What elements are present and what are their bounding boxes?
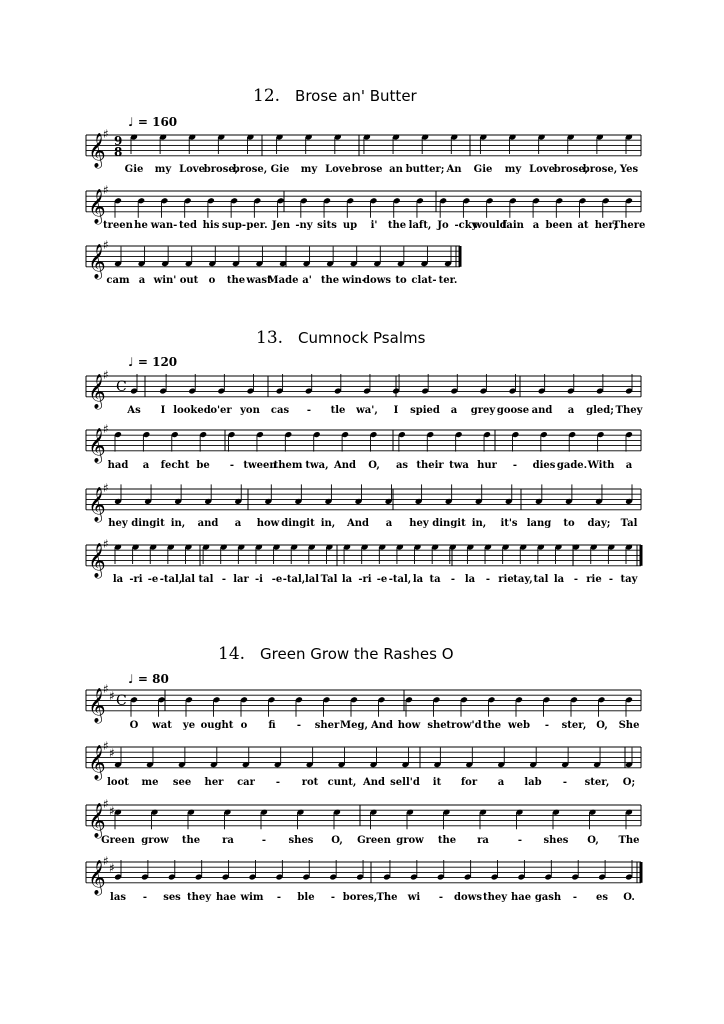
lyric-syllable: a [532,220,540,231]
sharp-icon: ♯ [103,854,109,868]
song-title: Green Grow the Rashes O [260,645,454,663]
lyric-syllable: the [437,835,457,846]
treble-clef-icon: 𝄞 [88,687,106,723]
lyric-syllable: they [482,892,508,903]
lyric-syllable: wat [152,720,172,731]
sharp-icon: ♯ [103,797,109,811]
lyric-syllable: hur [477,460,497,471]
common-time-icon: C [116,379,127,395]
lyric-syllable: had [107,460,129,471]
lyric-syllable: her [204,777,224,788]
lyric-line [0,720,724,734]
time-signature-denominator: 8 [114,145,123,159]
lyric-syllable: wan- [150,220,178,231]
lyric-syllable: tay [620,574,638,585]
lyric-syllable: tal [198,574,214,585]
lyric-syllable: the [226,275,246,286]
lyric-syllable: win' [153,275,177,286]
time-signature-numerator: 9 [114,134,123,148]
lyric-syllable: ster, [561,720,587,731]
lyric-syllable: hae [510,892,532,903]
sharp-icon: ♯ [103,368,109,382]
lyric-syllable: - [330,892,336,903]
lyric-syllable: rie [498,574,514,585]
lyric-syllable: - [438,892,444,903]
lyric-syllable: - [573,574,579,585]
lyric-syllable: web [508,720,530,731]
lyric-syllable: the [320,275,340,286]
lyric-syllable: -ri [358,574,372,585]
treble-clef-icon: 𝄞 [88,542,106,578]
lyric-syllable: -e [376,574,388,585]
lyric-syllable: cas [270,405,290,416]
lyric-syllable: las [110,892,126,903]
lyric-syllable: -e [271,574,283,585]
lyric-syllable: a [497,777,505,788]
song-number: 12. [253,86,281,106]
lyric-syllable: Jo [437,220,449,231]
lyric-syllable: sher [314,720,340,731]
lyric-line [0,777,724,791]
lyric-syllable: would [473,220,507,231]
common-time-icon: C [116,693,127,709]
lyric-syllable: in, [320,518,336,529]
tempo-value: = 80 [137,672,169,686]
sharp-icon: ♯ [103,739,109,753]
lyric-line [0,835,724,849]
lyric-syllable: Gie [270,164,290,175]
sharp-icon: ♯ [103,682,109,696]
lyric-syllable: a' [302,275,312,286]
lyric-syllable: -e [147,574,159,585]
lyric-syllable: fi [268,720,276,731]
lyric-syllable: The [376,892,398,903]
treble-clef-icon: 𝄞 [88,427,106,463]
lyric-syllable: ble [297,892,315,903]
song-title: Brose an' Butter [295,87,417,105]
lyric-syllable: la [412,574,424,585]
lyric-syllable: his [202,220,220,231]
lyric-syllable: lal [304,574,320,585]
lyric-syllable: la [464,574,476,585]
lyric-line [0,518,724,532]
lyric-syllable: treen [103,220,133,231]
lyric-syllable: tay, [513,574,533,585]
lyric-syllable: lar [233,574,249,585]
lyric-syllable: hae [215,892,237,903]
lyric-syllable: o [240,720,248,731]
lyric-line [0,275,724,289]
lyric-syllable: clat- [411,275,437,286]
lyric-syllable: my [504,164,522,175]
lyric-syllable: - [517,835,523,846]
lyric-syllable: grey [470,405,496,416]
lyric-syllable: dingit [131,518,165,529]
sharp-icon: ♯ [103,481,109,495]
lyric-syllable: lal [180,574,196,585]
lyric-syllable: tal [533,574,549,585]
sharp-icon: ♯ [103,183,109,197]
lyric-syllable: how [397,720,421,731]
lyric-syllable: grow [141,835,169,846]
song-number: 13. [256,328,284,348]
lyric-syllable: hey [409,518,429,529]
lyric-syllable: be [196,460,210,471]
lyric-syllable: Love [529,164,555,175]
lyric-syllable: fecht [160,460,190,471]
lyric-syllable: shes [543,835,569,846]
lyric-syllable: see [172,777,192,788]
lyric-syllable: And [370,720,394,731]
lyric-syllable: cunt, [327,777,357,788]
treble-clef-icon: 𝄞 [88,132,106,168]
song-12-heading [253,86,417,106]
lyric-syllable: dingit [281,518,315,529]
lyric-syllable: to [563,518,575,529]
lyric-syllable: my [300,164,318,175]
tempo-value: = 160 [137,115,178,129]
lyric-syllable: Tal [620,518,638,529]
sharp-icon: ♯ [109,689,115,703]
lyric-syllable: -tal, [159,574,183,585]
lyric-syllable: sell'd [390,777,420,788]
lyric-syllable: la [341,574,353,585]
lyric-syllable: my [154,164,172,175]
lyric-syllable: dows [454,892,482,903]
lyric-syllable: shes [288,835,314,846]
lyric-syllable: cam [106,275,130,286]
lyric-syllable: looked [173,405,211,416]
lyric-syllable: it's [500,518,518,529]
lyric-syllable: a [142,460,150,471]
lyric-syllable: a [385,518,393,529]
treble-clef-icon: 𝄞 [88,373,106,409]
treble-clef-icon: 𝄞 [88,486,106,522]
lyric-syllable: day; [587,518,611,529]
lyric-syllable: out [179,275,199,286]
lyric-syllable: it [432,777,442,788]
lyric-syllable: they [186,892,212,903]
lyric-syllable: per. [246,220,268,231]
lyric-syllable: goose [496,405,530,416]
lyric-syllable: at [577,220,589,231]
lyric-syllable: up [342,220,358,231]
lyric-syllable: brose [351,164,383,175]
lyric-syllable: lab [524,777,542,788]
lyric-syllable: And [346,518,370,529]
lyric-syllable: Yes [619,164,639,175]
lyric-syllable: -ny [295,220,313,231]
lyric-syllable: wa', [356,405,378,416]
lyric-syllable: - [562,777,568,788]
sharp-icon: ♯ [109,804,115,818]
lyric-syllable: me [141,777,159,788]
lyric-syllable: how [256,518,280,529]
lyric-syllable: O, [587,835,599,846]
sharp-icon: ♯ [103,422,109,436]
lyric-syllable: O [129,720,139,731]
lyric-syllable: tween [243,460,277,471]
song-14-heading [218,644,454,664]
lyric-syllable: - [485,574,491,585]
lyric-syllable: gash [534,892,562,903]
lyric-syllable: she [427,720,447,731]
lyric-syllable: O; [622,777,636,788]
lyric-syllable: - [306,405,312,416]
lyric-syllable: la [112,574,124,585]
lyric-syllable: O, [596,720,608,731]
lyric-syllable: yon [240,405,260,416]
lyric-syllable: for [460,777,478,788]
lyric-syllable: wast [246,275,272,286]
lyric-syllable: car [237,777,255,788]
lyric-syllable: them [273,460,303,471]
lyric-syllable: trow'd [446,720,482,731]
lyric-syllable: - [512,460,518,471]
lyric-syllable: There [612,220,646,231]
lyric-syllable: a [625,460,633,471]
lyric-syllable: brose, [232,164,268,175]
lyric-syllable: - [229,460,235,471]
lyric-syllable: - [608,574,614,585]
sharp-icon: ♯ [109,861,115,875]
lyric-syllable: o'er [210,405,232,416]
lyric-syllable: -ri [129,574,143,585]
lyric-syllable: O. [623,892,635,903]
quarter-note-icon: ♩ [128,115,134,129]
lyric-syllable: loot [107,777,129,788]
lyric-syllable: - [544,720,550,731]
song-13-heading [256,328,425,348]
lyric-syllable: dies [532,460,556,471]
lyric-syllable: - [450,574,456,585]
lyric-syllable: As [127,405,141,416]
lyric-line [0,892,724,906]
lyric-syllable: - [296,720,302,731]
treble-clef-icon: 𝄞 [88,188,106,224]
sharp-icon: ♯ [103,127,109,141]
lyric-syllable: he [134,220,148,231]
lyric-syllable: Tal [320,574,338,585]
lyric-syllable: dingit [432,518,466,529]
lyric-syllable: Meg, [340,720,368,731]
lyric-line [0,220,724,234]
treble-clef-icon: 𝄞 [88,802,106,838]
lyric-syllable: I [393,405,399,416]
lyric-syllable: Green [357,835,391,846]
treble-clef-icon: 𝄞 [88,859,106,895]
lyric-syllable: Gie [124,164,144,175]
lyric-syllable: Green [101,835,135,846]
lyric-syllable: a [138,275,146,286]
lyric-syllable: es [596,892,608,903]
lyric-syllable: to [395,275,407,286]
lyric-syllable: win- [342,275,366,286]
lyric-syllable: the [181,835,201,846]
lyric-syllable: a [450,405,458,416]
tempo-marking [128,355,177,369]
lyric-syllable: tle [330,405,346,416]
lyric-syllable: and [531,405,553,416]
lyric-syllable: fain [502,220,524,231]
lyric-syllable: the [387,220,407,231]
lyric-syllable: ought [200,720,234,731]
song-number: 14. [218,644,246,664]
lyric-line [0,574,724,588]
lyric-syllable: their [416,460,444,471]
lyric-syllable: Love [179,164,205,175]
lyric-syllable: wi [407,892,421,903]
lyric-syllable: -tal, [282,574,306,585]
sharp-icon: ♯ [103,238,109,252]
lyric-syllable: an [389,164,403,175]
lyric-line [0,164,724,178]
lyric-syllable: the [482,720,502,731]
lyric-syllable: O, [331,835,343,846]
quarter-note-icon: ♩ [128,355,134,369]
lyric-syllable: grow [396,835,424,846]
song-title: Cumnock Psalms [298,329,426,347]
lyric-syllable: her; [594,220,618,231]
lyric-syllable: And [333,460,357,471]
lyric-syllable: -cky [454,220,478,231]
tempo-marking [128,672,169,686]
lyric-syllable: - [142,892,148,903]
lyric-syllable: sits [317,220,337,231]
lyric-syllable: sup- [221,220,247,231]
lyric-syllable: brose, [582,164,618,175]
lyric-syllable: Love [325,164,351,175]
lyric-syllable: laft, [408,220,432,231]
lyric-syllable: ses [163,892,181,903]
lyric-syllable: ra [222,835,234,846]
lyric-syllable: ted [179,220,197,231]
lyric-syllable: ter. [438,275,458,286]
lyric-syllable: la [553,574,565,585]
sharp-icon: ♯ [103,537,109,551]
lyric-syllable: o [208,275,216,286]
lyric-syllable: rie [586,574,602,585]
lyric-syllable: - [261,835,267,846]
lyric-syllable: With [587,460,615,471]
lyric-syllable: bores, [342,892,378,903]
lyric-syllable: as [395,460,409,471]
treble-clef-icon: 𝄞 [88,744,106,780]
lyric-syllable: gade. [556,460,588,471]
lyric-syllable: in, [170,518,186,529]
lyric-syllable: brose, [553,164,589,175]
lyric-syllable: ye [182,720,196,731]
sharp-icon: ♯ [109,746,115,760]
lyric-line [0,460,724,474]
lyric-syllable: been [545,220,573,231]
lyric-syllable: i' [370,220,378,231]
lyric-syllable: rot [301,777,319,788]
lyric-syllable: -tal, [388,574,412,585]
lyric-syllable: twa [449,460,469,471]
lyric-syllable: - [572,892,578,903]
lyric-syllable: She [618,720,640,731]
lyric-syllable: Made [267,275,299,286]
lyric-syllable: I [160,405,166,416]
lyric-syllable: They [615,405,643,416]
lyric-syllable: ra [477,835,489,846]
lyric-syllable: Gie [473,164,493,175]
lyric-syllable: wim [240,892,264,903]
lyric-syllable: - [276,892,282,903]
lyric-syllable: ster, [584,777,610,788]
lyric-syllable: An [446,164,462,175]
lyric-syllable: spied [410,405,440,416]
lyric-syllable: The [618,835,640,846]
lyric-syllable: butter; [405,164,445,175]
lyric-syllable: - [221,574,227,585]
lyric-syllable: and [197,518,219,529]
lyric-syllable: lang [526,518,552,529]
lyric-syllable: hey [108,518,128,529]
quarter-note-icon: ♩ [128,672,134,686]
lyric-syllable: And [362,777,386,788]
lyric-syllable: - [275,777,281,788]
lyric-syllable: dows [363,275,391,286]
lyric-syllable: O, [368,460,380,471]
lyric-syllable: brose, [203,164,239,175]
lyric-syllable: gled; [586,405,614,416]
lyric-line [0,405,724,419]
tempo-value: = 120 [137,355,178,369]
lyric-syllable: ta [429,574,441,585]
lyric-syllable: in, [471,518,487,529]
treble-clef-icon: 𝄞 [88,243,106,279]
lyric-syllable: Jen [271,220,291,231]
lyric-syllable: a [567,405,575,416]
tempo-marking [128,115,177,129]
lyric-syllable: a [234,518,242,529]
lyric-syllable: -i [255,574,263,585]
lyric-syllable: twa, [305,460,329,471]
